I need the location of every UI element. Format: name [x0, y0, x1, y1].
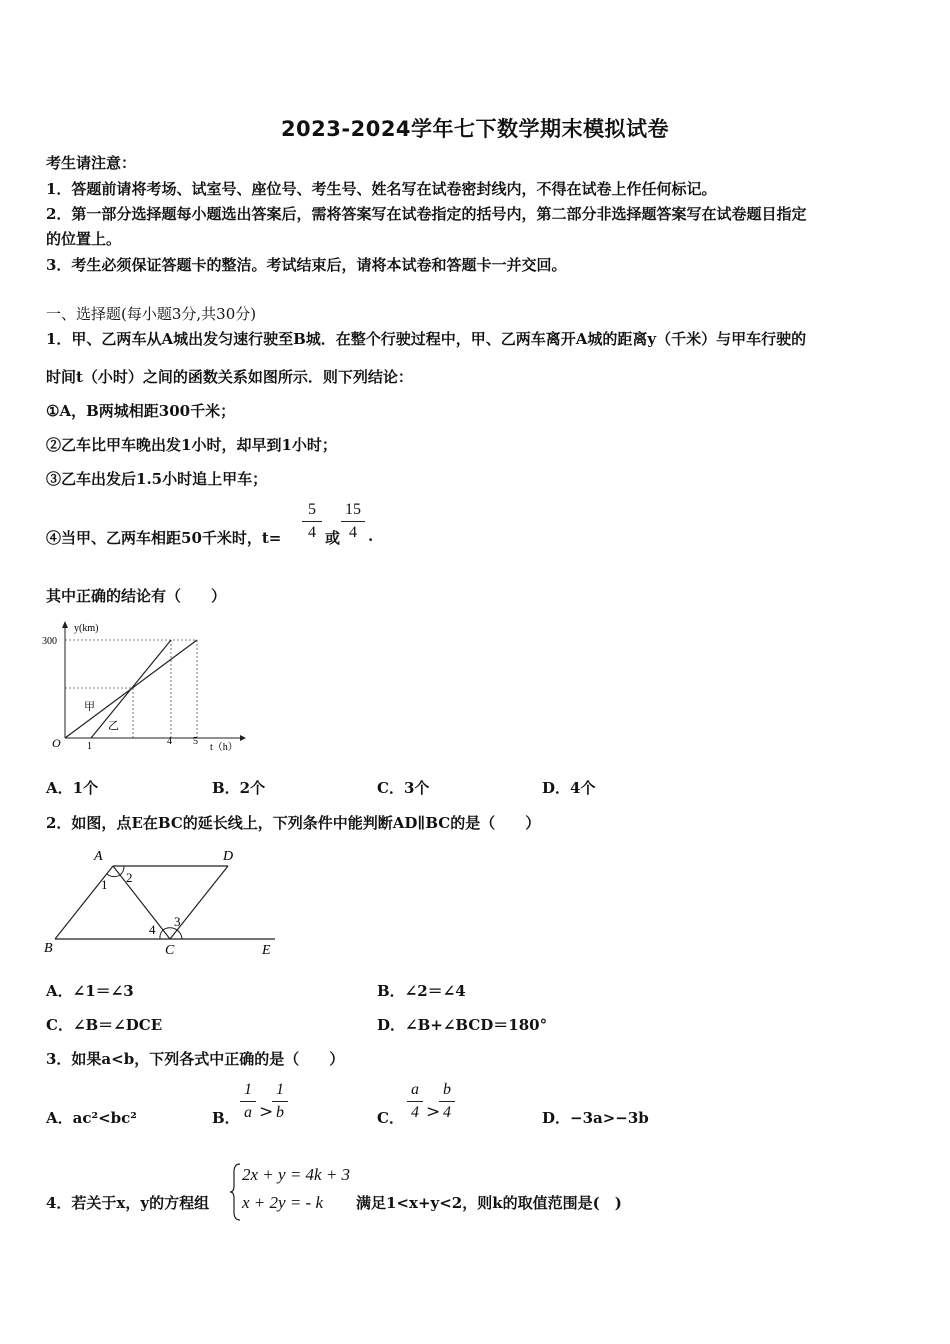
section-heading: 一、选择题(每小题3分,共30分) — [46, 305, 257, 323]
line-yi — [91, 640, 171, 738]
q3-b-n1: 1 — [244, 1081, 252, 1098]
label-point-e: E — [262, 943, 271, 958]
segment-ac — [113, 866, 170, 939]
q2-option-c[interactable]: C．∠B＝∠DCE — [46, 1016, 163, 1034]
graph-x-tick-5: 5 — [193, 736, 198, 747]
x-axis-arrow — [240, 735, 246, 741]
q3-option-c-frac1[interactable] — [407, 1080, 423, 1123]
angle-1-arc — [107, 874, 120, 877]
q4-equation-2: x + 2y = - k — [242, 1193, 323, 1212]
q1-period: . — [368, 527, 374, 545]
q2-option-b[interactable]: B．∠2＝∠4 — [377, 982, 466, 1000]
q1-fraction-1 — [302, 500, 322, 543]
q1-option-c[interactable]: C．3个 — [377, 779, 430, 797]
label-angle-3: 3 — [174, 914, 181, 929]
y-axis-arrow — [62, 621, 68, 628]
label-point-b: B — [44, 941, 53, 956]
q1-stem-line2: 时间t（小时）之间的函数关系如图所示．则下列结论： — [46, 368, 413, 386]
q3-option-a-label: A． — [46, 1109, 73, 1127]
graph-x-tick-4: 4 — [167, 736, 172, 747]
q3-b-d1: a — [244, 1104, 252, 1121]
q3-b-d2: b — [276, 1104, 284, 1121]
label-point-d: D — [223, 849, 234, 864]
notice-item-3: 3．考生必须保证答题卡的整洁。考试结束后，请将本试卷和答题卡一并交回。 — [46, 256, 567, 274]
q3-c-d2: 4 — [443, 1104, 451, 1121]
page-title: 2023-2024学年七下数学期末模拟试卷 — [280, 117, 670, 141]
q1-distance-time-graph — [40, 618, 250, 758]
q3-option-b-op: > — [259, 1102, 274, 1122]
q3-option-a-text: ac²<bc² — [72, 1109, 137, 1127]
q3-c-n2: b — [443, 1081, 451, 1098]
q2-option-d[interactable]: D．∠B+∠BCD＝180° — [377, 1016, 548, 1034]
q1-conclusion-4: ④当甲、乙两车相距50千米时，t= — [46, 529, 282, 547]
notice-item-2: 2．第一部分选择题每小题选出答案后，需将答案写在试卷指定的括号内，第二部分非选择题答案写在试卷题目指定 — [46, 205, 807, 223]
q1-frac1-num: 5 — [308, 501, 316, 518]
q1-option-a[interactable]: A．1个 — [46, 779, 99, 797]
q1-fraction-2 — [341, 500, 365, 543]
q3-c-d1: 4 — [411, 1104, 419, 1121]
graph-label-yi: 乙 — [108, 720, 119, 732]
q3-b-n2: 1 — [276, 1081, 284, 1098]
notice-heading: 考生请注意： — [46, 154, 137, 172]
q1-option-b[interactable]: B．2个 — [212, 779, 266, 797]
angle-4-arc — [160, 930, 163, 939]
q1-conclusion-3: ③乙车出发后1.5小时追上甲车； — [46, 470, 268, 488]
q2-parallelogram-figure — [40, 844, 285, 959]
q4-stem-suffix: 满足1<x+y<2，则k的取值范围是( ) — [356, 1194, 622, 1212]
graph-origin: O — [52, 736, 61, 750]
q1-frac2-num: 15 — [345, 501, 361, 518]
q1-stem-line1: 1．甲、乙两车从A城出发匀速行驶至B城．在整个行驶过程中，甲、乙两车离开A城的距离y（千米）与甲车行驶的 — [46, 330, 807, 348]
graph-x-label: t（h） — [210, 742, 238, 753]
q3-option-c-frac2[interactable] — [439, 1080, 455, 1123]
q3-option-b-frac2[interactable] — [272, 1080, 288, 1123]
q3-option-c-label[interactable]: C． — [377, 1109, 404, 1127]
q1-frac2-den: 4 — [349, 524, 357, 541]
q1-ask: 其中正确的结论有（ ） — [46, 587, 227, 605]
q1-conclusion-1: ①A，B两城相距300千米； — [46, 402, 236, 420]
label-angle-4: 4 — [149, 922, 156, 937]
q1-frac1-den: 4 — [308, 524, 316, 541]
q1-or: 或 — [325, 529, 341, 547]
notice-item-1: 1．答题前请将考场、试室号、座位号、考生号、姓名写在试卷密封线内，不得在试卷上作任何标记。 — [46, 180, 717, 198]
q3-option-b-label[interactable]: B． — [212, 1109, 240, 1127]
q4-brace — [229, 1162, 243, 1222]
q3-c-n1: a — [411, 1081, 419, 1098]
q4-equation-1: 2x + y = 4k + 3 — [242, 1165, 351, 1184]
q3-stem: 3．如果a<b，下列各式中正确的是（ ） — [46, 1050, 345, 1068]
label-point-c: C — [165, 943, 175, 958]
q4-stem-prefix: 4．若关于x，y的方程组 — [46, 1194, 210, 1212]
notice-item-2-cont: 的位置上。 — [46, 230, 122, 248]
graph-y-tick-300: 300 — [42, 636, 57, 647]
q2-option-a[interactable]: A．∠1＝∠3 — [46, 982, 134, 1000]
q1-conclusion-2: ②乙车比甲车晚出发1小时，却早到1小时； — [46, 436, 337, 454]
q2-stem: 2．如图，点E在BC的延长线上，下列条件中能判断AD∥BC的是（ ） — [46, 814, 541, 832]
label-point-a: A — [94, 849, 103, 864]
q3-option-d[interactable]: D．−3a>−3b — [542, 1109, 649, 1127]
q1-option-d[interactable]: D．4个 — [542, 779, 596, 797]
q3-option-b-frac1[interactable] — [240, 1080, 256, 1123]
graph-y-label: y(km) — [74, 623, 99, 634]
label-angle-2: 2 — [126, 870, 133, 885]
label-angle-1: 1 — [101, 877, 108, 892]
graph-x-tick-1: 1 — [87, 741, 92, 752]
graph-label-jia: 甲 — [84, 701, 95, 713]
q3-option-a[interactable] — [46, 1107, 137, 1128]
angle-2-arc — [120, 866, 124, 875]
q3-option-c-op: > — [426, 1102, 441, 1122]
